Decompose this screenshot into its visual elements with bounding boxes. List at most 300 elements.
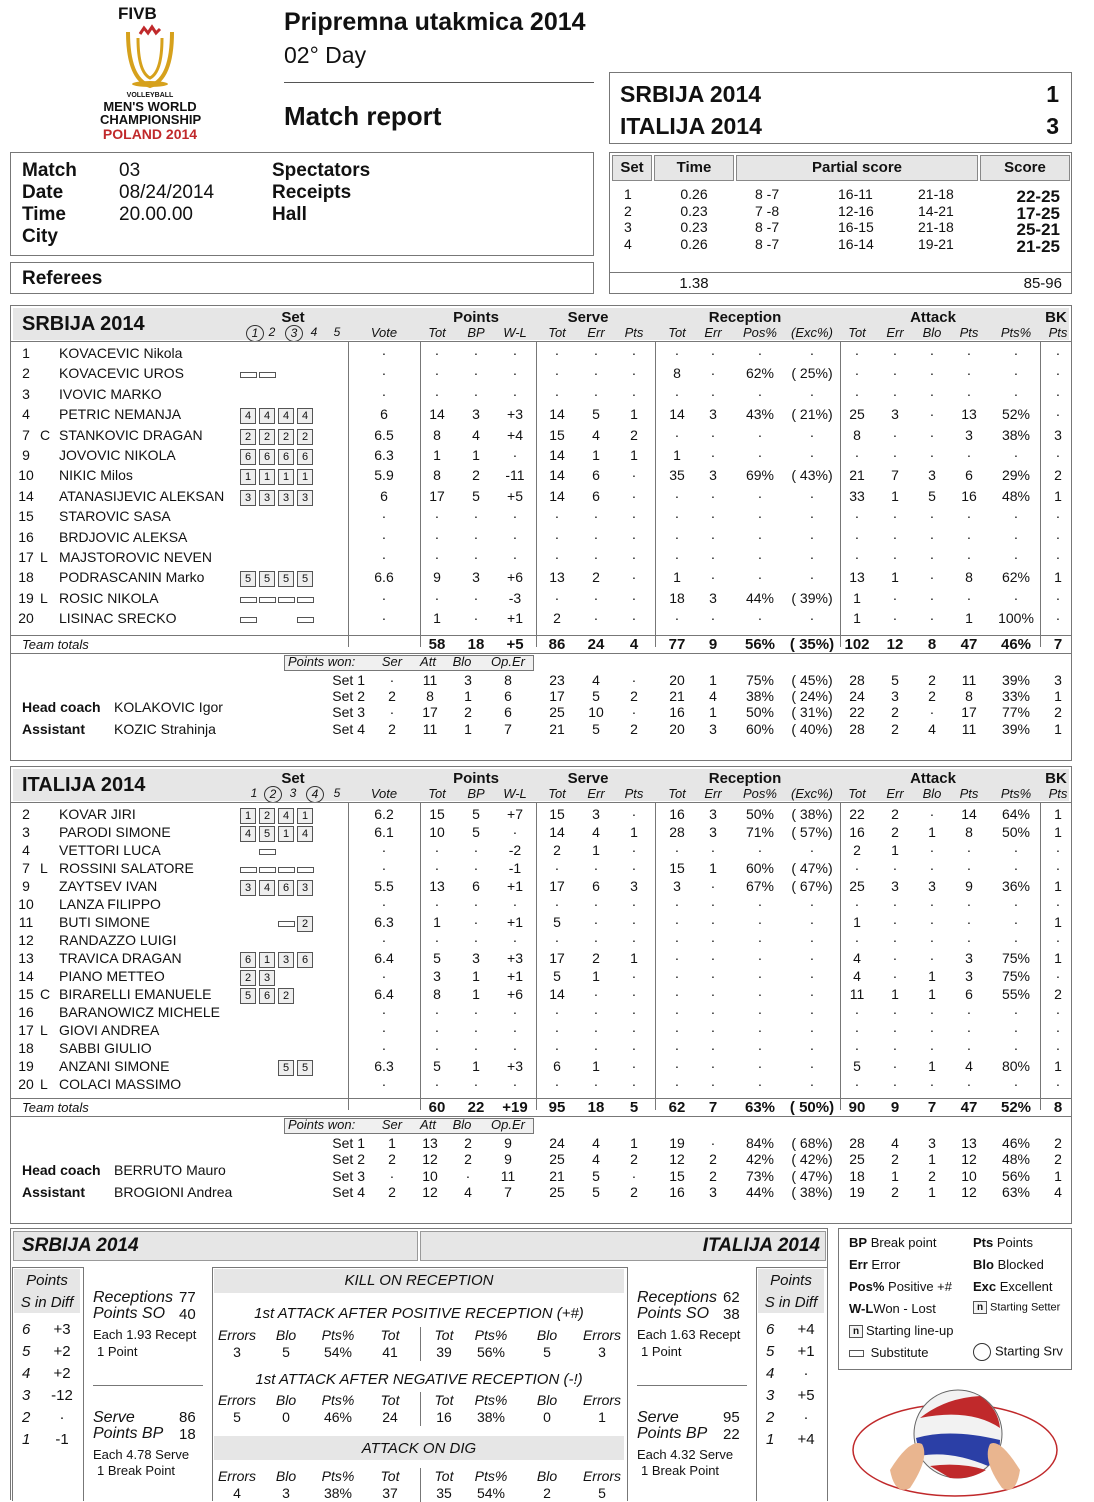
sets-total-score: 85-96: [1023, 275, 1062, 292]
player-vote: 6.3: [374, 1058, 394, 1074]
player-reception: 14: [669, 406, 685, 423]
player-block: 1: [1054, 487, 1062, 504]
totals-attack: 52%: [1000, 1099, 1032, 1116]
player-block: ·: [1055, 345, 1061, 361]
player-serve: ·: [554, 549, 560, 565]
player-name: PETRIC NEMANJA: [59, 406, 182, 423]
setrow-reception: ( 45%): [791, 671, 833, 688]
team2-points-won-label: Points won:: [288, 1117, 356, 1132]
player-attack: 7: [891, 467, 899, 484]
team1-h-attack: Attack: [910, 309, 956, 326]
player-attack: 1: [853, 589, 861, 606]
player-number: 9: [22, 878, 30, 894]
team1-h-bk: BK: [1045, 309, 1067, 326]
player-reception: ·: [674, 1022, 680, 1038]
team1-subh-set2: 2: [268, 325, 276, 339]
player-attack: ·: [966, 385, 972, 402]
player-points: 1: [433, 610, 441, 627]
player-name: ROSSINI SALATORE: [59, 860, 194, 876]
player-serve: ·: [631, 842, 637, 858]
player-attack: ·: [929, 1040, 935, 1056]
sdiff-value: +4: [797, 1321, 815, 1338]
player-serve: ·: [593, 385, 599, 402]
points-so-value-right: 38: [723, 1306, 740, 1323]
player-serve: ·: [631, 365, 637, 382]
kill-col-header: Tot: [380, 1392, 400, 1408]
lineup-marker: 1: [278, 826, 294, 842]
setrow-attack: 1: [928, 1151, 936, 1168]
player-points: 15: [429, 806, 445, 822]
player-vote: 6.6: [374, 569, 394, 586]
player-points: ·: [473, 1022, 479, 1038]
team2-subh-vote: Vote: [370, 786, 398, 801]
totals-points: 18: [467, 635, 485, 653]
team2-h-points: Points: [453, 770, 499, 787]
player-number: 20: [18, 610, 34, 627]
setrow-serve: 23: [549, 671, 565, 688]
set-row-partial1: 8 -7: [755, 186, 780, 202]
setrow-serve: ·: [631, 704, 637, 721]
player-serve: ·: [554, 1004, 560, 1020]
player-attack: 52%: [1001, 406, 1031, 423]
totals-block: 7: [1053, 635, 1063, 653]
match-number: 03: [119, 160, 141, 181]
lineup-marker: 4: [240, 408, 256, 424]
player-reception: ·: [710, 345, 716, 361]
kill-value-right: 56%: [476, 1344, 506, 1360]
points-so-label-left: Points SO: [93, 1305, 166, 1322]
lineup-marker: 6: [259, 449, 275, 465]
player-attack: ·: [929, 1004, 935, 1020]
player-attack: 1: [853, 914, 861, 930]
player-attack: 75%: [1001, 968, 1031, 984]
sdiff-value: +2: [53, 1365, 71, 1382]
setrow-attack: 18: [849, 1167, 865, 1184]
player-vote: 6: [380, 487, 388, 504]
team1-team-totals-label: Team totals: [22, 636, 89, 652]
kill-value-left: 5: [233, 1409, 241, 1425]
points-bp-value-left: 18: [179, 1426, 196, 1443]
legend-err: Error: [871, 1257, 901, 1272]
lineup-marker: 4: [240, 826, 256, 842]
player-serve: ·: [554, 365, 560, 382]
player-attack: ·: [1013, 508, 1019, 525]
totals-points: 58: [428, 635, 446, 653]
player-serve: 17: [549, 950, 565, 966]
dig-title: ATTACK ON DIG: [361, 1440, 477, 1457]
setrow-serve: 25: [549, 1183, 565, 1200]
points-so-label-right: Points SO: [637, 1305, 710, 1322]
legend-substitute-icon: [849, 1350, 864, 1357]
totals-serve: 24: [587, 635, 605, 653]
player-points: 4: [472, 426, 480, 443]
setrow-pointswon: 11: [422, 720, 438, 737]
bottom-team2: ITALIJA 2014: [702, 1235, 820, 1256]
player-serve: ·: [554, 508, 560, 525]
player-serve: 14: [549, 447, 565, 463]
player-points: +1: [507, 968, 523, 984]
player-attack: ·: [966, 508, 972, 525]
receptions-value-left: 77: [179, 1289, 196, 1306]
team1-pw-h-att: Att: [420, 653, 436, 669]
team2-subh-pts: Pts: [1048, 786, 1068, 801]
setrow-reception: 3: [709, 720, 717, 737]
player-reception: 60%: [745, 860, 775, 876]
player-serve: 6: [592, 487, 600, 504]
setrow-attack: 56%: [1001, 1167, 1031, 1184]
kill-col-header: Errors: [217, 1392, 257, 1408]
totals-reception: 62: [668, 1099, 686, 1116]
team1-subh-set1: 1: [246, 325, 264, 342]
player-serve: 2: [553, 610, 561, 627]
player-serve: ·: [631, 932, 637, 948]
player-serve: 5: [553, 914, 561, 930]
team1-subh-bp: BP: [467, 325, 485, 340]
player-vote: 6.3: [374, 447, 394, 463]
player-attack: ·: [929, 589, 935, 606]
player-serve: ·: [631, 896, 637, 912]
player-points: 6: [472, 878, 480, 894]
recept-point-left: 1 Point: [97, 1344, 138, 1359]
setrow-serve: 2: [630, 1183, 638, 1200]
player-reception: ( 39%): [791, 589, 833, 606]
player-reception: 28: [669, 824, 685, 840]
player-points: -2: [508, 842, 522, 858]
player-serve: ·: [554, 528, 560, 545]
legend-bp-key: BP: [849, 1235, 868, 1250]
setrow-pointswon: ·: [465, 1167, 471, 1184]
team2-subh-bp: BP: [467, 786, 485, 801]
totals-serve: 95: [548, 1099, 566, 1116]
player-serve: ·: [593, 860, 599, 876]
setrow-pointswon: ·: [389, 671, 395, 688]
team2-totals-line2: [10, 1116, 1072, 1117]
player-attack: ·: [929, 806, 935, 822]
legend-lineup: Starting line-up: [866, 1323, 954, 1338]
setrow-serve: 1: [630, 1135, 638, 1151]
player-reception: ·: [757, 1004, 763, 1020]
player-name: PIANO METTEO: [59, 968, 165, 984]
player-vote: ·: [381, 842, 387, 858]
team2-header-line: [10, 802, 1072, 803]
player-serve: 1: [592, 1058, 600, 1074]
player-attack: 50%: [1001, 824, 1031, 840]
sdiff-value: +2: [53, 1343, 71, 1360]
team2-subh-err: Err: [587, 786, 605, 801]
player-attack: ·: [929, 365, 935, 382]
lineup-marker: 2: [278, 988, 294, 1004]
kill-value-right: 0: [543, 1409, 551, 1425]
setrow-reception: 4: [709, 687, 717, 704]
player-serve: ·: [631, 806, 637, 822]
player-points: ·: [434, 1040, 440, 1056]
player-points: 3: [472, 950, 480, 966]
legend-lineup-icon: n: [849, 1325, 863, 1338]
setrow-attack: 2: [928, 1167, 936, 1184]
set-row-partial1: 7 -8: [755, 202, 780, 219]
player-serve: 3: [592, 806, 600, 822]
player-reception: ·: [757, 1076, 763, 1092]
set-row-partial2: 16-14: [838, 235, 874, 252]
player-serve: 14: [549, 487, 565, 504]
player-attack: 1: [928, 968, 936, 984]
player-attack: 22: [849, 806, 865, 822]
setrow-reception: ( 40%): [791, 720, 833, 737]
player-attack: ·: [929, 896, 935, 912]
player-block: 1: [1054, 878, 1062, 894]
receipts-label: Receipts: [272, 182, 352, 203]
player-attack: 75%: [1001, 950, 1031, 966]
player-reception: 3: [709, 806, 717, 822]
kill-value-left: 3: [282, 1485, 290, 1501]
team2-subh-set5: 5: [333, 786, 341, 800]
player-reception: ( 25%): [791, 365, 833, 382]
player-attack: ·: [966, 1004, 972, 1020]
player-points: -11: [505, 467, 525, 484]
player-block: ·: [1055, 1004, 1061, 1020]
substitute-marker: [259, 372, 276, 378]
player-attack: ·: [1013, 1040, 1019, 1056]
team1-col-divider: [1040, 341, 1041, 647]
player-serve: 5: [553, 968, 561, 984]
player-block: ·: [1055, 968, 1061, 984]
team1-subh-tot: Tot: [428, 325, 446, 340]
player-attack: ·: [892, 345, 898, 361]
lineup-marker: 3: [297, 880, 313, 896]
totals-attack: 46%: [1000, 635, 1032, 653]
team2-subh-err: Err: [704, 786, 722, 801]
lineup-marker: 6: [278, 880, 294, 896]
player-points: ·: [512, 1040, 518, 1056]
substitute-marker: [240, 867, 257, 873]
setrow-block: 1: [1054, 1167, 1062, 1184]
setrow-serve: 10: [588, 704, 604, 721]
lineup-marker: 2: [297, 916, 313, 932]
setrow-label: Set 3: [332, 704, 365, 721]
substitute-marker: [240, 597, 257, 603]
team2-subh-exc: (Exc%): [791, 786, 833, 801]
player-attack: 13: [849, 569, 865, 586]
setrow-pointswon: 17: [422, 704, 438, 721]
team2-subh-wl: W-L: [503, 786, 527, 801]
player-vote: ·: [381, 860, 387, 876]
player-vote: 6.1: [374, 824, 394, 840]
player-serve: ·: [593, 549, 599, 565]
team2-pw-h-opr: Op.Er: [491, 1117, 525, 1132]
player-attack: ·: [929, 345, 935, 361]
team1-h-reception: Reception: [708, 309, 782, 326]
player-attack: 6: [965, 467, 973, 484]
kill-col-header: Blo: [536, 1392, 558, 1408]
points-bp-label-right: Points BP: [637, 1425, 708, 1442]
player-points: ·: [473, 1040, 479, 1056]
serve-label-left: Serve: [93, 1409, 135, 1426]
setrow-attack: 39%: [1001, 720, 1031, 737]
player-attack: 1: [928, 986, 936, 1002]
player-points: ·: [473, 365, 479, 382]
player-reception: ·: [710, 914, 716, 930]
player-reception: 8: [673, 365, 681, 382]
player-attack: ·: [854, 1004, 860, 1020]
player-number: 10: [18, 896, 34, 912]
setrow-attack: 2: [928, 671, 936, 688]
player-number: 3: [22, 824, 30, 840]
player-attack: ·: [1013, 345, 1019, 361]
player-attack: ·: [892, 1004, 898, 1020]
player-block: ·: [1055, 508, 1061, 525]
player-reception: ·: [809, 1040, 815, 1056]
points-so-value-left: 40: [179, 1306, 196, 1323]
player-number: 7: [22, 426, 30, 443]
player-serve: ·: [631, 528, 637, 545]
player-attack: 48%: [1001, 487, 1031, 504]
player-reception: ( 47%): [791, 860, 833, 876]
kill-col-header: Errors: [217, 1327, 257, 1343]
player-attack: ·: [892, 950, 898, 966]
kill-col-header: Errors: [582, 1392, 622, 1408]
player-reception: 1: [673, 447, 681, 463]
kill-value-right: 16: [436, 1409, 452, 1425]
fivb-text: FIVB: [118, 4, 157, 23]
player-reception: ·: [757, 1058, 763, 1074]
legend-blo: Blocked: [997, 1257, 1044, 1272]
player-vote: ·: [381, 610, 387, 627]
totals-reception: ( 50%): [789, 1099, 835, 1116]
player-reception: ·: [757, 528, 763, 545]
setrow-attack: 4: [891, 1135, 899, 1151]
kill-col-header: Pts%: [474, 1468, 508, 1484]
lineup-marker: 1: [259, 469, 275, 485]
setrow-block: 4: [1054, 1183, 1062, 1200]
player-reception: ·: [710, 487, 716, 504]
setrow-attack: 12: [961, 1151, 977, 1168]
player-points: 5: [472, 824, 480, 840]
fivb-logo: [100, 2, 210, 147]
kill-value-left: 46%: [323, 1409, 353, 1425]
player-vote: ·: [381, 365, 387, 382]
setrow-serve: 4: [592, 1151, 600, 1168]
legend-box: [838, 1228, 1072, 1370]
set-row-number: 4: [624, 235, 632, 252]
player-reception: ·: [710, 1058, 716, 1074]
player-reception: 1: [709, 860, 717, 876]
setrow-label: Set 2: [332, 687, 365, 704]
setrow-reception: 73%: [745, 1167, 775, 1184]
kill-col-header: Pts%: [474, 1392, 508, 1408]
player-attack: ·: [1013, 1004, 1019, 1020]
player-vote: ·: [381, 968, 387, 984]
player-serve: ·: [631, 610, 637, 627]
player-reception: ( 43%): [791, 467, 833, 484]
player-attack: 4: [965, 1058, 973, 1074]
player-attack: 25: [849, 878, 865, 894]
team1-subh-pts: Pts: [1048, 325, 1068, 340]
kill-col-header: Blo: [275, 1392, 297, 1408]
team1-head-coach-label: Head coach: [22, 698, 101, 715]
player-attack: ·: [854, 508, 860, 525]
break-point-right: 1 Break Point: [641, 1463, 720, 1478]
totals-serve: 5: [629, 1099, 639, 1116]
kill-col-header: Blo: [275, 1468, 297, 1484]
player-reception: ·: [757, 1040, 763, 1056]
player-serve: 2: [630, 426, 638, 443]
rec-divider-left: [93, 1385, 203, 1386]
substitute-marker: [240, 617, 257, 623]
totals-serve: 18: [587, 1099, 605, 1116]
team2-subh-tot: Tot: [548, 786, 566, 801]
player-attack: 3: [928, 467, 936, 484]
player-reception: 3: [673, 878, 681, 894]
team1-subh-set5: 5: [333, 325, 341, 339]
sdiff-points: 2: [22, 1409, 31, 1426]
lineup-marker: 3: [278, 952, 294, 968]
player-points: ·: [473, 914, 479, 930]
player-vote: ·: [381, 1076, 387, 1092]
player-name: RANDAZZO LUIGI: [59, 932, 177, 948]
player-reception: ·: [674, 345, 680, 361]
player-reception: 43%: [745, 406, 775, 423]
setrow-attack: 28: [849, 671, 865, 688]
player-number: 17: [18, 549, 34, 565]
player-block: 3: [1054, 426, 1062, 443]
player-attack: 16: [961, 487, 977, 504]
player-reception: ·: [710, 950, 716, 966]
totals-attack: 7: [927, 1099, 937, 1116]
player-number: 12: [18, 932, 34, 948]
team1-pw-h-ser: Ser: [381, 653, 403, 669]
setrow-reception: 16: [669, 704, 685, 721]
logo-mens-world: MEN'S WORLD: [103, 99, 197, 114]
player-attack: ·: [929, 385, 935, 402]
player-attack: ·: [929, 528, 935, 545]
team2-h-bk: BK: [1045, 770, 1067, 787]
player-block: ·: [1055, 842, 1061, 858]
player-attack: ·: [892, 1040, 898, 1056]
team2-h-attack: Attack: [910, 770, 956, 787]
kill-title: KILL ON RECEPTION: [344, 1272, 494, 1289]
player-attack: ·: [892, 528, 898, 545]
set-row-partial3: 21-18: [918, 186, 954, 202]
player-attack: 3: [965, 950, 973, 966]
player-reception: ·: [809, 968, 815, 984]
player-points: ·: [512, 549, 518, 565]
lineup-marker: 3: [240, 880, 256, 896]
player-attack: 3: [891, 878, 899, 894]
player-reception: ·: [710, 610, 716, 627]
kill-mid-divider: [420, 1327, 421, 1361]
player-block: ·: [1055, 896, 1061, 912]
setrow-serve: 21: [549, 720, 565, 737]
referees-box: [10, 262, 594, 294]
legend-pos-key: Pos%: [849, 1279, 885, 1294]
setrow-serve: ·: [631, 671, 637, 688]
player-serve: 14: [549, 406, 565, 423]
player-points: 1: [472, 968, 480, 984]
player-attack: ·: [892, 896, 898, 912]
setrow-attack: 2: [891, 1183, 899, 1200]
team2-subh-pos: Pos%: [743, 786, 777, 801]
team1-assistant: KOZIC Strahinja: [114, 720, 216, 737]
setrow-serve: 2: [630, 1151, 638, 1168]
team2-h-reception: Reception: [708, 770, 782, 787]
lineup-marker: 3: [259, 490, 275, 506]
player-vote: ·: [381, 1004, 387, 1020]
setrow-pointswon: 9: [504, 1135, 512, 1151]
time-label: Time: [22, 204, 67, 225]
legend-exc: Excellent: [999, 1279, 1053, 1294]
player-number: 9: [22, 447, 30, 463]
team1-col-divider: [348, 341, 349, 647]
